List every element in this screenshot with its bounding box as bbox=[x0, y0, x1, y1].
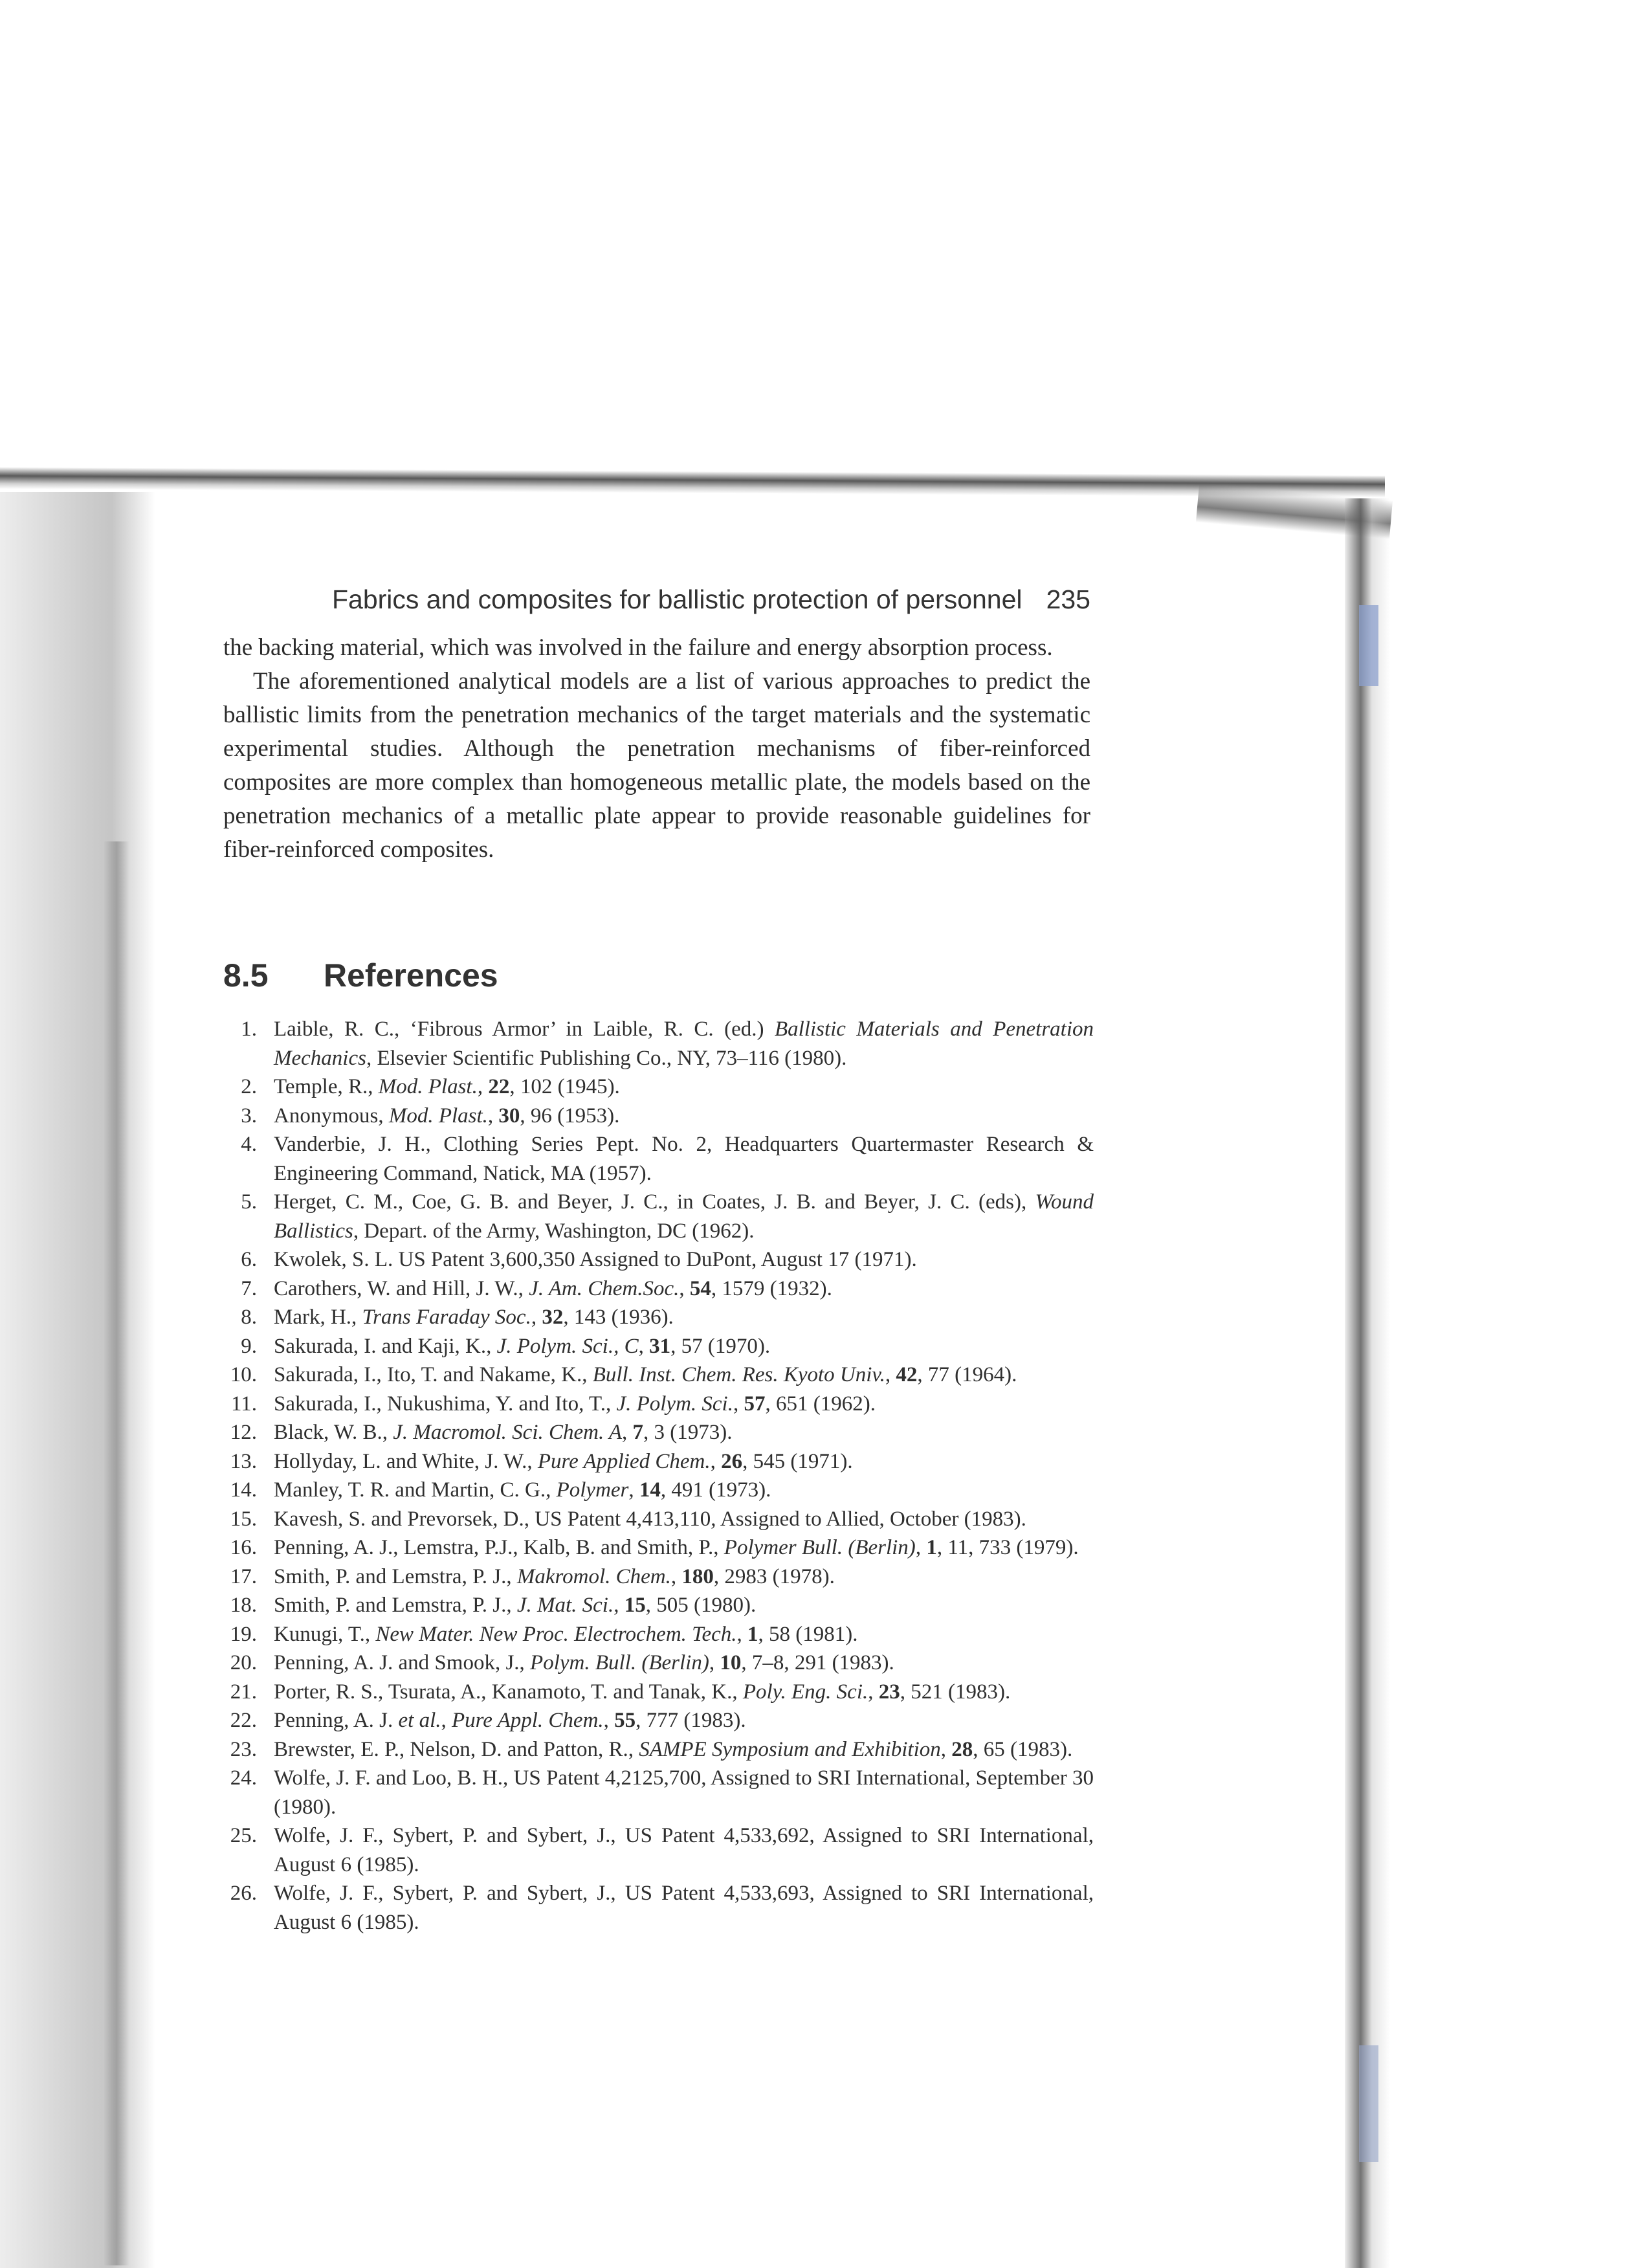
reference-number: 6. bbox=[241, 1248, 257, 1271]
reference-volume: 10 bbox=[720, 1651, 742, 1674]
reference-item bbox=[223, 1620, 1094, 1649]
reference-text: Wolfe, J. F. and Loo, B. H., US Patent 4,2125,700, Assigned to SRI International, September 30 (1980). bbox=[274, 1766, 1094, 1819]
reference-text: Wolfe, J. F., Sybert, P. and Sybert, J., US Patent 4,533,692, Assigned to SRI International, August 6 (1985). bbox=[274, 1824, 1094, 1876]
reference-text: Herget, C. M., Coe, G. B. and Beyer, J. C., in Coates, J. B. and Beyer, J. C. (eds), bbox=[274, 1190, 1035, 1214]
reference-text: , bbox=[670, 1564, 682, 1588]
reference-text: Black, W. B., bbox=[274, 1421, 393, 1444]
running-header bbox=[223, 579, 1090, 625]
reference-number: 18. bbox=[230, 1594, 257, 1617]
reference-item bbox=[223, 1245, 1094, 1274]
reference-volume: 1 bbox=[747, 1622, 758, 1646]
reference-text: Smith, P. and Lemstra, P. J., bbox=[274, 1594, 517, 1617]
reference-volume: 180 bbox=[681, 1564, 714, 1588]
reference-number: 26. bbox=[230, 1882, 257, 1905]
reference-volume: 7 bbox=[632, 1421, 644, 1444]
reference-item bbox=[223, 1390, 1094, 1419]
reference-number: 12. bbox=[230, 1421, 257, 1444]
reference-item bbox=[223, 1015, 1094, 1073]
reference-volume: 23 bbox=[878, 1680, 900, 1704]
reference-text: Kwolek, S. L. US Patent 3,600,350 Assigned to DuPont, August 17 (1971). bbox=[274, 1248, 917, 1271]
reference-item bbox=[223, 1533, 1094, 1562]
reference-volume: 28 bbox=[951, 1737, 973, 1761]
reference-text: , bbox=[868, 1680, 879, 1704]
reference-number: 2. bbox=[241, 1075, 257, 1098]
paragraph: the backing material, which was involved in the failure and energy absorption process. bbox=[223, 634, 1053, 661]
reference-volume: 30 bbox=[498, 1104, 520, 1128]
reference-text: , bbox=[709, 1651, 720, 1674]
reference-text: , bbox=[628, 1478, 639, 1502]
reference-text: , 7–8, 291 (1983). bbox=[741, 1651, 894, 1674]
reference-number: 23. bbox=[230, 1737, 257, 1761]
reference-italic-text: J. Macromol. Sci. Chem. A bbox=[393, 1421, 623, 1444]
reference-italic-text: et al. bbox=[398, 1709, 441, 1732]
section-heading bbox=[223, 957, 498, 994]
reference-italic-text: J. Am. Chem.Soc. bbox=[529, 1276, 680, 1300]
reference-number: 7. bbox=[241, 1276, 257, 1300]
reference-item bbox=[223, 1678, 1094, 1707]
page-number: 235 bbox=[1046, 584, 1090, 614]
reference-text: , 491 (1973). bbox=[660, 1478, 771, 1502]
reference-volume: 1 bbox=[926, 1536, 937, 1559]
section-title: References bbox=[324, 957, 498, 994]
reference-text: , bbox=[915, 1536, 927, 1559]
reference-number: 20. bbox=[230, 1651, 257, 1674]
reference-italic-text: Pure Appl. Chem. bbox=[452, 1709, 604, 1732]
reference-number: 9. bbox=[241, 1334, 257, 1358]
reference-volume: 54 bbox=[689, 1276, 711, 1300]
reference-item bbox=[223, 1274, 1094, 1304]
reference-item bbox=[223, 1332, 1094, 1361]
reference-item bbox=[223, 1735, 1094, 1764]
reference-text: , bbox=[885, 1363, 896, 1386]
reference-text: , 102 (1945). bbox=[509, 1075, 620, 1098]
reference-number: 24. bbox=[230, 1766, 257, 1790]
reference-text: Kavesh, S. and Prevorsek, D., US Patent 4,413,110, Assigned to Allied, October (1983). bbox=[274, 1507, 1026, 1531]
reference-text: Brewster, E. P., Nelson, D. and Patton, R., bbox=[274, 1737, 639, 1761]
reference-text: Penning, A. J., Lemstra, P.J., Kalb, B. and Smith, P., bbox=[274, 1536, 724, 1559]
reference-text: Wolfe, J. F., Sybert, P. and Sybert, J., US Patent 4,533,693, Assigned to SRI International, August 6 (1985). bbox=[274, 1882, 1094, 1934]
reference-number: 25. bbox=[230, 1824, 257, 1847]
reference-text: , 96 (1953). bbox=[520, 1104, 620, 1128]
reference-text: Carothers, W. and Hill, J. W., bbox=[274, 1276, 529, 1300]
reference-text: , 651 (1962). bbox=[765, 1392, 876, 1416]
reference-item bbox=[223, 1361, 1094, 1390]
reference-text: Sakurada, I., Ito, T. and Nakame, K., bbox=[274, 1363, 593, 1386]
reference-text: , bbox=[940, 1737, 952, 1761]
reference-text: , 505 (1980). bbox=[645, 1594, 757, 1617]
reference-text: , 2983 (1978). bbox=[713, 1564, 835, 1588]
reference-item bbox=[223, 1764, 1094, 1821]
reference-text: Sakurada, I., Nukushima, Y. and Ito, T., bbox=[274, 1392, 617, 1416]
reference-text: , bbox=[733, 1392, 744, 1416]
reference-volume: 15 bbox=[624, 1594, 646, 1617]
reference-italic-text: Mod. Plast. bbox=[388, 1104, 488, 1128]
reference-item bbox=[223, 1447, 1094, 1476]
reference-number: 10. bbox=[230, 1363, 257, 1386]
reference-volume: 26 bbox=[721, 1449, 743, 1473]
reference-number: 13. bbox=[230, 1449, 257, 1473]
reference-text: , Depart. of the Army, Washington, DC (1962). bbox=[353, 1219, 755, 1243]
reference-item bbox=[223, 1188, 1094, 1245]
reference-text: , 143 (1936). bbox=[563, 1306, 674, 1329]
body-text bbox=[223, 631, 1090, 867]
reference-text: Penning, A. J. bbox=[274, 1709, 399, 1732]
reference-item bbox=[223, 1879, 1094, 1937]
reference-item bbox=[223, 1476, 1094, 1505]
section-number: 8.5 bbox=[223, 957, 269, 994]
reference-italic-text: J. Mat. Sci. bbox=[516, 1594, 614, 1617]
reference-text: , bbox=[441, 1709, 452, 1732]
reference-item bbox=[223, 1073, 1094, 1102]
reference-text: , 521 (1983). bbox=[900, 1680, 1011, 1704]
reference-text: Porter, R. S., Tsurata, A., Kanamoto, T. and Tanak, K., bbox=[274, 1680, 743, 1704]
running-title: Fabrics and composites for ballistic protection of personnel bbox=[332, 584, 1022, 614]
reference-volume: 22 bbox=[488, 1075, 510, 1098]
reference-italic-text: SAMPE Symposium and Exhibition bbox=[639, 1737, 941, 1761]
reference-italic-text: Bull. Inst. Chem. Res. Kyoto Univ. bbox=[592, 1363, 885, 1386]
reference-italic-text: Makromol. Chem. bbox=[516, 1564, 671, 1588]
reference-text: , bbox=[736, 1622, 748, 1646]
reference-item bbox=[223, 1418, 1094, 1447]
reference-number: 11. bbox=[230, 1392, 257, 1416]
reference-volume: 57 bbox=[744, 1392, 766, 1416]
reference-item bbox=[223, 1505, 1094, 1534]
reference-text: , 57 (1970). bbox=[670, 1334, 771, 1358]
reference-volume: 55 bbox=[614, 1709, 636, 1732]
reference-number: 21. bbox=[230, 1680, 257, 1704]
reference-volume: 42 bbox=[896, 1363, 918, 1386]
reference-text: , Elsevier Scientific Publishing Co., NY, 73–116 (1980). bbox=[366, 1046, 847, 1070]
reference-italic-text: Polymer bbox=[556, 1478, 629, 1502]
reference-italic-text: Pure Applied Chem. bbox=[537, 1449, 711, 1473]
reference-number: 3. bbox=[241, 1104, 257, 1128]
reference-number: 5. bbox=[241, 1190, 257, 1214]
reference-text: Penning, A. J. and Smook, J., bbox=[274, 1651, 531, 1674]
reference-text: , 3 (1973). bbox=[643, 1421, 733, 1444]
reference-text: , 545 (1971). bbox=[742, 1449, 853, 1473]
reference-text: Manley, T. R. and Martin, C. G., bbox=[274, 1478, 557, 1502]
reference-number: 14. bbox=[230, 1478, 257, 1502]
reference-text: , 11, 733 (1979). bbox=[936, 1536, 1079, 1559]
reference-item bbox=[223, 1130, 1094, 1188]
reference-text: , bbox=[531, 1306, 542, 1329]
reference-text: , bbox=[622, 1421, 633, 1444]
reference-text: , 65 (1983). bbox=[973, 1737, 1073, 1761]
reference-italic-text: Poly. Eng. Sci. bbox=[742, 1680, 868, 1704]
reference-italic-text: Mod. Plast. bbox=[378, 1075, 478, 1098]
reference-volume: 32 bbox=[542, 1306, 564, 1329]
reference-number: 15. bbox=[230, 1507, 257, 1531]
reference-text: , 777 (1983). bbox=[636, 1709, 746, 1732]
reference-number: 16. bbox=[230, 1536, 257, 1559]
reference-text: Temple, R., bbox=[274, 1075, 379, 1098]
reference-text: Laible, R. C., ‘Fibrous Armor’ in Laible, R. C. (ed.) bbox=[274, 1017, 775, 1041]
reference-text: Vanderbie, J. H., Clothing Series Pept. No. 2, Headquarters Quartermaster Research & Engineering Command, Natick, MA (1957). bbox=[274, 1133, 1094, 1185]
reference-item bbox=[223, 1591, 1094, 1620]
reference-text: , bbox=[679, 1276, 690, 1300]
reference-text: , bbox=[603, 1709, 615, 1732]
reference-item bbox=[223, 1649, 1094, 1678]
reference-number: 8. bbox=[241, 1306, 257, 1329]
reference-item bbox=[223, 1303, 1094, 1332]
reference-text: , 77 (1964). bbox=[917, 1363, 1017, 1386]
reference-italic-text: J. Polym. Sci., C bbox=[496, 1334, 639, 1358]
reference-text: , bbox=[477, 1075, 489, 1098]
reference-text: , bbox=[638, 1334, 650, 1358]
reference-text: Smith, P. and Lemstra, P. J., bbox=[274, 1564, 517, 1588]
reference-item bbox=[223, 1102, 1094, 1131]
reference-text: Sakurada, I. and Kaji, K., bbox=[274, 1334, 497, 1358]
paragraph: The aforementioned analytical models are a list of various approaches to predict the ballistic limits from the penetration mechanics of the target materials and the systematic experimental studies. Although the penetration mechanisms of fiber-reinforced composites are more complex than homogeneous metallic plate, the models based on the penetration mechanics of a metallic plate appear to provide reasonable guidelines for fiber-reinforced composites. bbox=[223, 668, 1090, 863]
reference-number: 19. bbox=[230, 1622, 257, 1646]
reference-text: Hollyday, L. and White, J. W., bbox=[274, 1449, 538, 1473]
reference-text: , bbox=[487, 1104, 499, 1128]
reference-item bbox=[223, 1706, 1094, 1735]
reference-text: , bbox=[710, 1449, 722, 1473]
reference-italic-text: Polym. Bull. (Berlin) bbox=[530, 1651, 709, 1674]
reference-italic-text: Ballistic Materials and Penetration Mechanics bbox=[274, 1017, 1094, 1070]
reference-number: 4. bbox=[241, 1133, 257, 1156]
reference-text: Anonymous, bbox=[274, 1104, 389, 1128]
reference-italic-text: Wound Ballistics bbox=[274, 1190, 1094, 1243]
reference-item bbox=[223, 1821, 1094, 1879]
reference-text: , bbox=[614, 1594, 625, 1617]
reference-number: 17. bbox=[230, 1564, 257, 1588]
reference-italic-text: Trans Faraday Soc. bbox=[362, 1306, 531, 1329]
reference-item bbox=[223, 1562, 1094, 1592]
reference-volume: 31 bbox=[649, 1334, 671, 1358]
reference-list bbox=[223, 1015, 1094, 1937]
reference-text: Kunugi, T., bbox=[274, 1622, 376, 1646]
reference-text: , 1579 (1932). bbox=[711, 1276, 832, 1300]
reference-italic-text: New Mater. New Proc. Electrochem. Tech. bbox=[375, 1622, 737, 1646]
reference-italic-text: Polymer Bull. (Berlin) bbox=[724, 1536, 916, 1559]
reference-number: 1. bbox=[241, 1017, 257, 1041]
reference-text: Mark, H., bbox=[274, 1306, 362, 1329]
reference-italic-text: J. Polym. Sci. bbox=[616, 1392, 733, 1416]
reference-volume: 14 bbox=[639, 1478, 661, 1502]
reference-text: , 58 (1981). bbox=[758, 1622, 858, 1646]
reference-number: 22. bbox=[230, 1709, 257, 1732]
